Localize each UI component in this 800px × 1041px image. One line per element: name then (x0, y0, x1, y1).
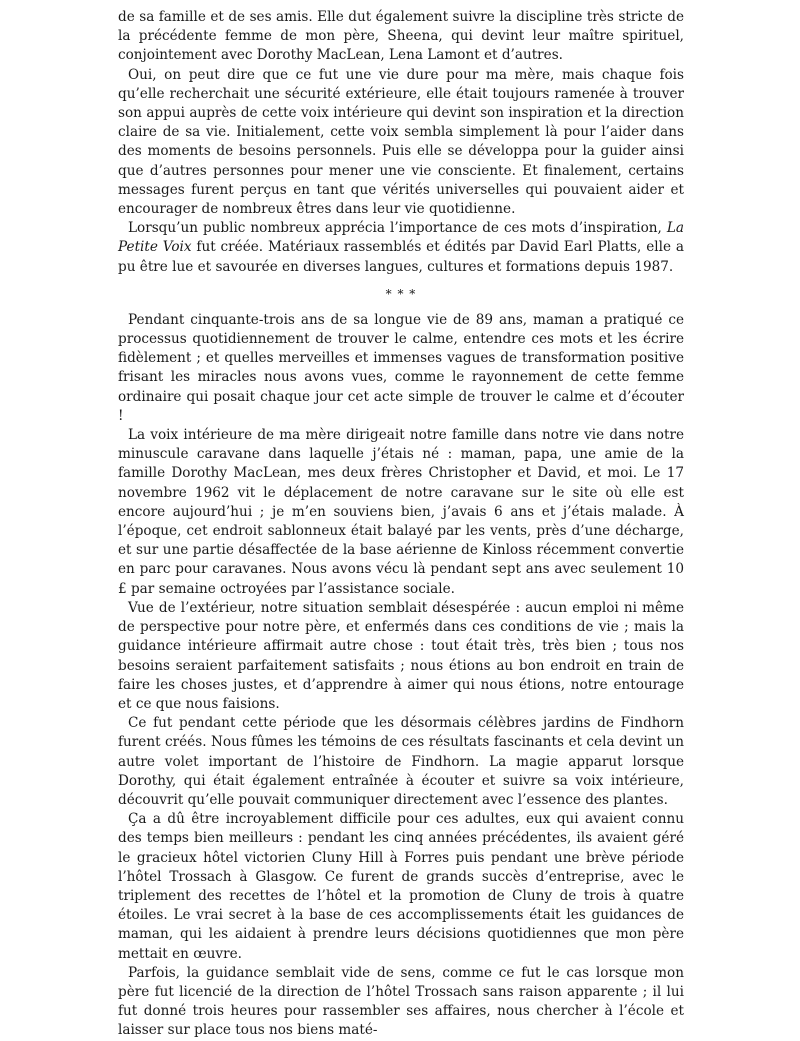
paragraph: Pendant cinquante-trois ans de sa longue vie de 89 ans, maman a pratiqué ce processus quotidiennement de trouver le calme, entendre ces mots et les écrire fidèlement ; et quelles merveilles et immenses vagues de transformation positive frisant les miracles nous avons vues, comme le rayonnement de cette femme ordinaire qui posait chaque jour cet acte simple de trouver le calme et d’écouter ! (118, 311, 684, 424)
section-separator: * * * (385, 286, 417, 301)
paragraph-text: fut créée. Matériaux rassemblés et édités par David Earl Platts, elle a pu être lue et savourée en diverses langues, cultures et formations depuis 1987. (118, 239, 684, 275)
paragraph: Parfois, la guidance semblait vide de sens, comme ce fut le cas lorsque mon père fut licencié de la direction de l’hôtel Trossach sans raison apparente ; il lui fut donné trois heures pour rassembler ses affaires, nous chercher à l’école et laisser sur place tous nos biens maté- (118, 964, 684, 1039)
document-page (118, 8, 684, 1041)
section-body (118, 311, 684, 1041)
paragraph: Vue de l’extérieur, notre situation semblait désespérée : aucun emploi ni même de perspective pour notre père, et enfermés dans ces conditions de vie ; mais la guidance intérieure affirmait autre chose : tout était très, très bien ; tous nos besoins seraient parfaitement satisfaits ; nous étions au bon endroit en train de faire les choses justes, et d’apprendre à aimer qui nous étions, notre entourage et ce que nous faisions. (118, 599, 684, 712)
paragraph: Ça a dû être incroyablement difficile pour ces adultes, eux qui avaient connu des temps bien meilleurs : pendant les cinq années précédentes, ils avaient géré le gracieux hôtel victorien Cluny Hill à Forres puis pendant une brève période l’hôtel Trossach à Glasgow. Ce furent de grands succès d’entreprise, avec le triplement des recettes de l’hôtel et la promotion de Cluny de trois à quatre étoiles. Le vrai secret à la base de ces accomplissements était les guidances de maman, qui les aidaient à prendre leurs décisions quotidiennes que mon père mettait en œuvre. (118, 811, 684, 962)
paragraph: La voix intérieure de ma mère dirigeait notre famille dans notre vie dans notre minuscule caravane dans laquelle j’étais né : maman, papa, une amie de la famille Dorothy MacLean, mes deux frères Christopher et David, et moi. Le 17 novembre 1962 vit le déplacement de notre caravane sur le site où elle est encore aujourd’hui ; je m’en souviens bien, j’avais 6 ans et j’étais malade. À l’époque, cet endroit sablonneux était balayé par les vents, près d’une décharge, et sur une partie désaffectée de la base aérienne de Kinloss récemment convertie en parc pour caravanes. Nous avons vécu là pendant sept ans avec seulement 10 £ par semaine octroyées par l’assistance sociale. (118, 427, 684, 597)
paragraph: Ce fut pendant cette période que les désormais célèbres jardins de Findhorn furent créés. Nous fûmes les témoins de ces résultats fascinants et cela devint un autre volet important de l’histoire de Findhorn. La magie apparut lorsque Dorothy, qui était également entraînée à écouter et suivre sa voix intérieure, découvrit qu’elle pouvait communiquer directement avec l’essence des plantes. (118, 715, 684, 808)
paragraph: Oui, on peut dire que ce fut une vie dure pour ma mère, mais chaque fois qu’elle recherchait une sécurité extérieure, elle était toujours ramenée à trouver son appui auprès de cette voix intérieure qui devint son inspiration et la direction claire de sa vie. Initialement, cette voix sembla simplement là pour l’aider dans des moments de besoins personnels. Puis elle se développa pour la guider ainsi que d’autres personnes pour mener une vie consciente. Et finalement, certains messages furent perçus en tant que vérités universelles qui pouvaient aider et encourager de nombreux êtres dans leur vie quotidienne. (118, 66, 684, 218)
book-title: La Petite Voix (118, 220, 684, 256)
paragraph-book-title (118, 219, 684, 277)
paragraph-text: Lorsqu’un public nombreux apprécia l’importance de ces mots d’inspiration, (128, 220, 667, 237)
paragraph: de sa famille et de ses amis. Elle dut également suivre la discipline très stricte de la précédente femme de mon père, Sheena, qui devint leur maître spirituel, conjointement avec Dorothy MacLean, Lena Lamont et d’autres. (118, 9, 684, 64)
